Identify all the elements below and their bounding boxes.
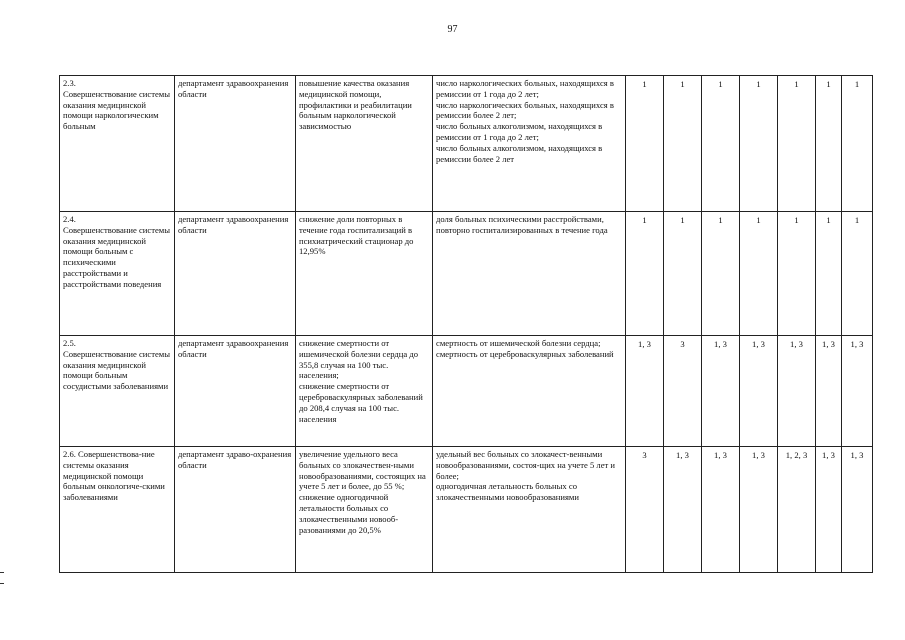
indicator-cell: число наркологических больных, находящихся в ремиссии от 1 года до 2 лет; число наркологических больных, находящихся в ремиссии более 2 лет; число больных алкоголизмом, находящихся в ремиссии от 1 года до 2 лет; число больных алкоголизмом, находящихся в ремиссии более 2 лет (433, 76, 626, 212)
task-cell: 3 (626, 447, 664, 573)
task-cell: 1 (740, 212, 778, 336)
table-row (60, 336, 873, 447)
measures-table (59, 75, 873, 573)
task-cell: 1, 3 (702, 447, 740, 573)
result-cell: снижение доли повторных в течение года госпитализаций в психиатрический стационар до 12,95% (296, 212, 433, 336)
task-cell: 1 (626, 76, 664, 212)
task-cell: 1, 3 (626, 336, 664, 447)
measure-cell: 2.4. Совершенствование системы оказания медицинской помощи больным с психическими расстройствами и расстройствами поведения (60, 212, 175, 336)
task-cell: 1, 3 (842, 336, 873, 447)
task-cell: 1 (702, 212, 740, 336)
executor-cell: департамент здравоохранения области (175, 336, 296, 447)
edge-mark (0, 583, 4, 584)
task-cell: 3 (664, 336, 702, 447)
indicator-cell: смертность от ишемической болезни сердца; смертность от цереброваскулярных заболеваний (433, 336, 626, 447)
measure-cell: 2.6. Совершенствова-ние системы оказания медицинской помощи больным онкологиче-скими заболеваниями (60, 447, 175, 573)
task-cell: 1 (778, 212, 816, 336)
task-cell: 1, 3 (842, 447, 873, 573)
result-cell: увеличение удельного веса больных со злокачествен-ными новообразованиями, состоящих на учете 5 лет и более, до 55 %; снижение одногодичной летальности больных со злокачественными новооб-разованиями до 20,5% (296, 447, 433, 573)
result-cell: снижение смертности от ишемической болезни сердца до 355,8 случая на 100 тыс. населения; снижение смертности от цереброваскулярных заболеваний до 208,4 случая на 100 тыс. населения (296, 336, 433, 447)
table-row (60, 76, 873, 212)
task-cell: 1, 3 (702, 336, 740, 447)
task-cell: 1, 3 (664, 447, 702, 573)
result-cell: повышение качества оказания медицинской помощи, профилактики и реабилитации больным наркологической зависимостью (296, 76, 433, 212)
table-row (60, 447, 873, 573)
measure-cell: 2.3. Совершенствование системы оказания медицинской помощи наркологическим больным (60, 76, 175, 212)
executor-cell: департамент здраво-охранения области (175, 447, 296, 573)
task-cell: 1 (664, 212, 702, 336)
edge-mark (0, 572, 4, 573)
task-cell: 1 (842, 212, 873, 336)
task-cell: 1, 2, 3 (778, 447, 816, 573)
task-cell: 1, 3 (816, 447, 842, 573)
task-cell: 1 (702, 76, 740, 212)
executor-cell: департамент здравоохранения области (175, 76, 296, 212)
task-cell: 1, 3 (740, 447, 778, 573)
page-number: 97 (447, 24, 458, 35)
task-cell: 1, 3 (778, 336, 816, 447)
indicator-cell: удельный вес больных со злокачест-венными новообразованиями, состоя-щих на учете 5 лет и более; одногодичная летальность больных со злокачественными новообразованиями (433, 447, 626, 573)
task-cell: 1 (816, 76, 842, 212)
executor-cell: департамент здравоохранения области (175, 212, 296, 336)
task-cell: 1 (842, 76, 873, 212)
task-cell: 1 (664, 76, 702, 212)
task-cell: 1, 3 (816, 336, 842, 447)
task-cell: 1 (816, 212, 842, 336)
measure-cell: 2.5. Совершенствование системы оказания медицинской помощи больным сосудистыми заболеваниями (60, 336, 175, 447)
task-cell: 1 (740, 76, 778, 212)
task-cell: 1 (778, 76, 816, 212)
task-cell: 1 (626, 212, 664, 336)
task-cell: 1, 3 (740, 336, 778, 447)
table-row (60, 212, 873, 336)
indicator-cell: доля больных психическими расстройствами, повторно госпитализированных в течение года (433, 212, 626, 336)
